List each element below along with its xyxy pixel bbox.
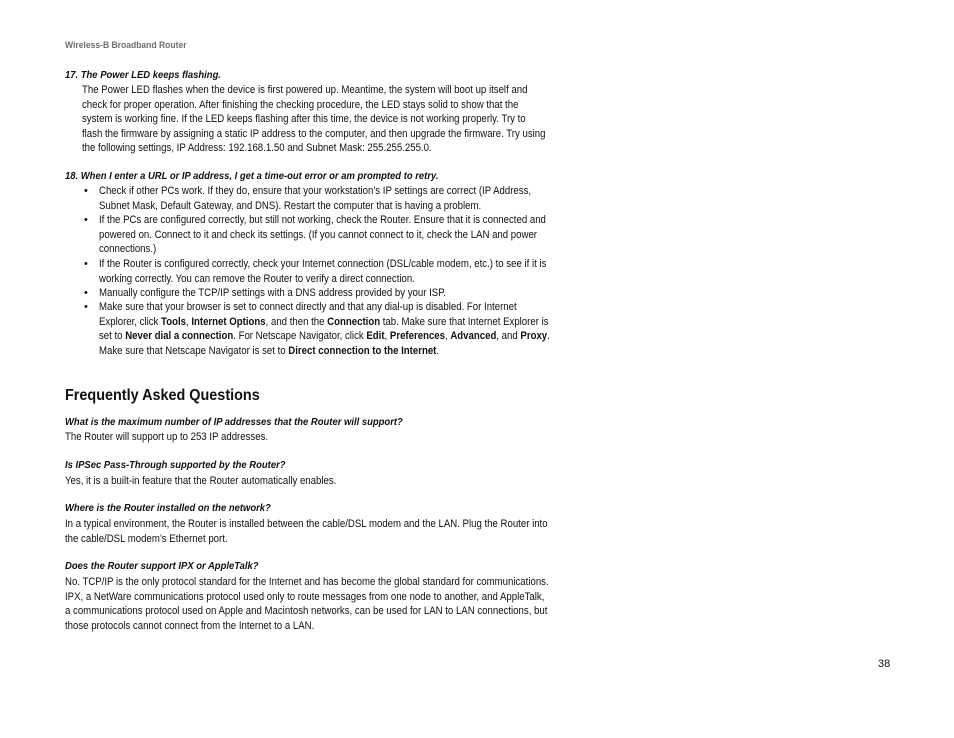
running-header [65,40,200,51]
bullet-2-line: powered on. Connect to it and check its settings. (If you cannot connect to it, check the LAN and power [99,228,538,241]
item-17-title [65,69,238,81]
bullet-3-line: If the Router is configured correctly, check your Internet connection (DSL/cable modem, etc.) to see if it is [99,258,547,270]
bullet-marker: • [84,185,88,197]
faq-question [65,560,280,572]
text-run: . [547,330,550,342]
text-run: . For Netscape Navigator, click [233,330,367,342]
bullet-5-line [99,329,550,344]
faq-answer-line: The Router will support up to 253 IP addresses. [65,431,269,443]
bullet-5-line [99,344,439,359]
running-title: Wireless-B Broadband Router [65,40,187,51]
page-number: 38 [878,658,891,670]
bullet-4-line: Manually configure the TCP/IP settings with a DNS address provided by your ISP. [99,287,447,299]
item-17-line: flash the firmware by assigning a static IP address to the computer, and then upgrade the firmware. Try using [82,127,546,140]
menu-term-advanced: Advanced [450,330,497,342]
faq-question-text: Does the Router support IPX or AppleTalk? [65,560,259,572]
faq-answer-line: No. TCP/IP is the only protocol standard for the Internet and has become the global standard for communications. [65,576,549,588]
item-18-title [65,170,480,182]
text-run: tab. Make sure that Internet Explorer is [380,315,549,328]
bullet-3-line: working correctly. You can remove the Router to verify a direct connection. [99,272,415,285]
menu-term-edit: Edit [366,330,385,342]
bullet-2-line: connections.) [99,243,157,255]
bullet-5-line [99,315,549,330]
faq-question-text: Is IPSec Pass-Through supported by the Router? [65,459,286,471]
item-17-line: system is working fine. If the LED keeps flashing after this time, the device is not working properly. Try to [82,113,526,125]
faq-answer-line: IPX, a NetWare communications protocol used only to route messages from one node to another, and AppleTalk, [65,590,545,603]
item-17-line: The Power LED flashes when the device is first powered up. Meantime, the system will boot up itself and [82,84,528,96]
faq-question-text: What is the maximum number of IP addresses that the Router will support? [65,416,403,428]
bullet-1-line: Subnet Mask, Default Gateway, and DNS). Restart the computer that is having a problem. [99,199,482,212]
bullet-marker: • [84,258,88,270]
faq-question [65,502,294,514]
faq-answer-line: those protocols cannot connect from the Internet to a LAN. [65,619,315,632]
bullet-1-line: Check if other PCs work. If they do, ensure that your workstation’s IP settings are correct (IP Address, [99,185,532,197]
bullet-marker: • [84,214,88,226]
faq-answer-line: a communications protocol used on Apple and Macintosh networks, can be used for LAN to LAN connections, but [65,605,548,617]
bullet-marker: • [84,287,88,299]
menu-term-proxy: Proxy [520,330,548,342]
text-run: , [185,315,192,328]
item-18-title-text: 18. When I enter a URL or IP address, I get a time-out error or am prompted to retry. [65,170,439,182]
menu-term-connection: Connection [327,315,381,328]
faq-question [65,459,310,471]
faq-question [65,416,440,428]
bullet-2-line: If the PCs are configured correctly, but still not working, check the Router. Ensure that it is connected and [99,214,546,226]
menu-term-internet-options: Internet Options [191,315,266,328]
bullet-marker: • [84,301,88,313]
menu-term-tools: Tools [161,315,186,328]
faq-answer-line: Yes, it is a built-in feature that the Router automatically enables. [65,475,337,487]
text-run: Make sure that Netscape Navigator is set to [99,344,289,357]
text-run: Explorer, click [99,315,162,328]
faq-heading: Frequently Asked Questions [65,387,260,404]
item-17-title-text: 17. The Power LED keeps flashing. [65,69,221,81]
text-run: set to [99,330,126,342]
text-run: , [445,330,451,342]
faq-answer-line: In a typical environment, the Router is installed between the cable/DSL modem and the LAN. Plug the Router into [65,518,548,530]
text-run: , and then the [265,315,328,328]
text-run: . [436,344,440,357]
text-run: , [384,330,390,342]
item-17-line: the following settings, IP Address: 192.168.1.50 and Subnet Mask: 255.255.255.0. [82,142,432,154]
bullet-5-line: Make sure that your browser is set to connect directly and that any dial-up is disabled. For Internet [99,301,517,313]
item-17-line: check for proper operation. After finishing the checking procedure, the LED stays solid to show that the [82,98,519,111]
faq-question-text: Where is the Router installed on the network? [65,502,271,514]
menu-term-never-dial: Never dial a connection [125,330,234,342]
menu-term-direct-connection: Direct connection to the Internet [288,344,437,357]
faq-answer-line: the cable/DSL modem’s Ethernet port. [65,532,228,545]
menu-term-preferences: Preferences [389,330,446,342]
text-run: , and [496,330,521,342]
